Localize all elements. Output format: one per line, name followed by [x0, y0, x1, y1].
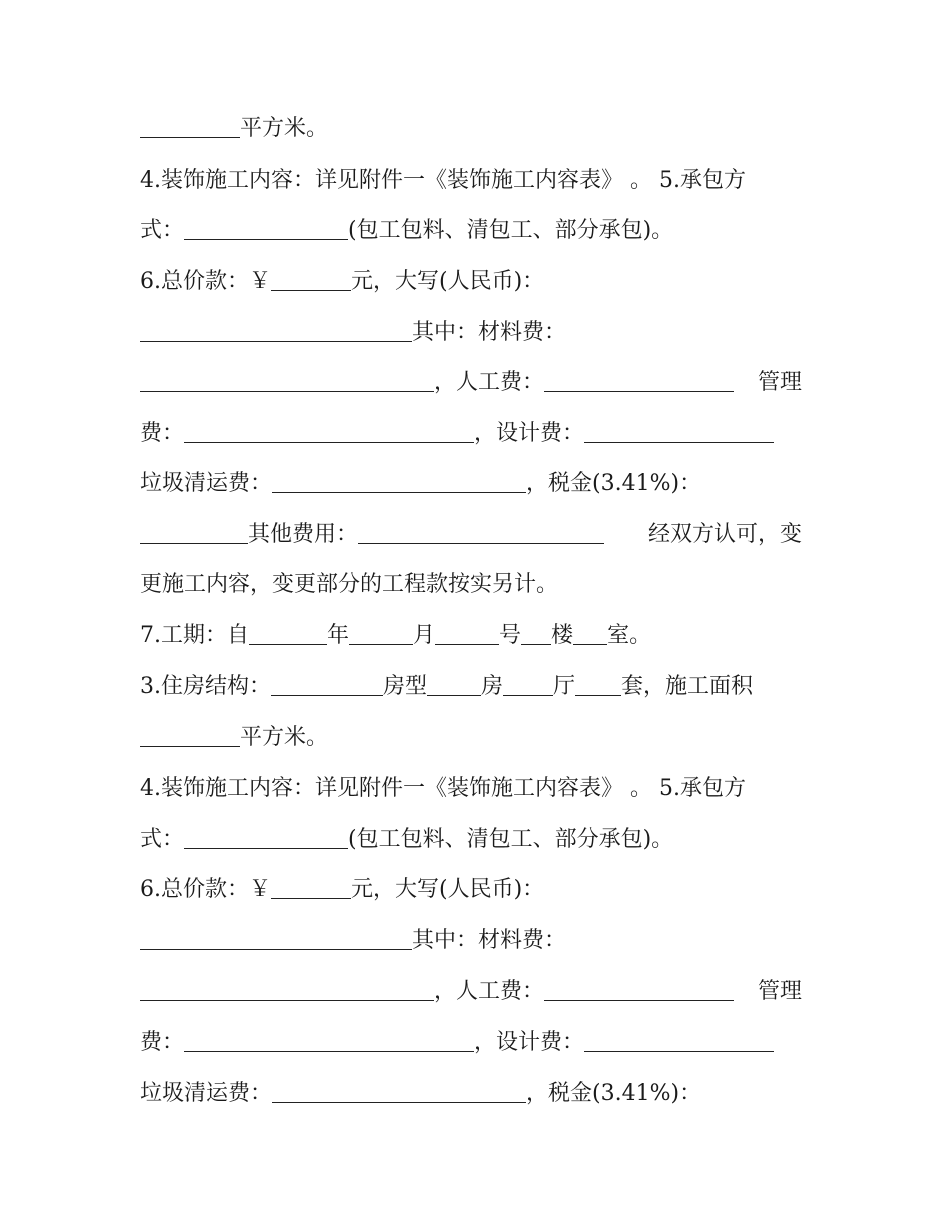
text-segment: 其他费用： [248, 522, 359, 547]
fill-in-blank[interactable] [184, 1029, 474, 1052]
text-segment: 费： [140, 1030, 185, 1055]
text-segment: 元，大写(人民币)： [351, 269, 545, 294]
fill-in-blank[interactable] [184, 826, 348, 849]
fill-in-blank[interactable] [358, 521, 604, 544]
text-line [140, 368, 802, 398]
text-segment: 7.工期：自 [140, 623, 249, 648]
text-segment: 其中：材料费： [412, 928, 567, 953]
fill-in-blank[interactable] [249, 622, 327, 645]
fill-in-blank[interactable] [575, 673, 621, 696]
fill-in-blank[interactable] [544, 978, 734, 1001]
text-segment: 楼 [551, 623, 574, 648]
text-line [140, 318, 802, 348]
text-segment: 厅 [553, 674, 576, 699]
text-line [140, 1079, 802, 1109]
fill-in-blank[interactable] [435, 622, 499, 645]
text-segment: 垃圾清运费： [140, 471, 273, 496]
text-segment: 其中：材料费： [412, 320, 567, 345]
fill-in-blank[interactable] [140, 521, 248, 544]
fill-in-blank[interactable] [272, 470, 526, 493]
text-line [140, 570, 802, 600]
text-line [140, 469, 802, 499]
text-segment: 年 [327, 623, 350, 648]
text-segment: 套，施工面积 [621, 674, 754, 699]
fill-in-blank[interactable] [140, 927, 412, 950]
text-segment: 管理 [757, 370, 802, 395]
fill-in-blank[interactable] [271, 673, 383, 696]
text-line [140, 875, 802, 905]
text-segment: ，设计费： [474, 1030, 585, 1055]
text-segment: (包工包料、清包工、部分承包)。 [348, 218, 674, 243]
text-segment: 室。 [607, 623, 652, 648]
text-line [140, 621, 802, 651]
text-segment: (包工包料、清包工、部分承包)。 [348, 827, 674, 852]
text-line [140, 723, 802, 753]
fill-in-blank[interactable] [140, 319, 412, 342]
text-segment: 4.装饰施工内容：详见附件一《装饰施工内容表》 。 5.承包方 [140, 168, 746, 193]
text-segment: 6.总价款：￥ [140, 877, 271, 902]
text-line [140, 520, 802, 550]
text-segment: ，人工费： [434, 370, 545, 395]
text-line [140, 1028, 802, 1058]
text-line [140, 216, 802, 246]
fill-in-blank[interactable] [349, 622, 413, 645]
text-line [140, 926, 802, 956]
fill-in-blank[interactable] [140, 115, 240, 138]
fill-in-blank[interactable] [584, 420, 774, 443]
text-segment: ，设计费： [474, 421, 585, 446]
fill-in-blank[interactable] [272, 1080, 526, 1103]
text-line [140, 825, 802, 855]
text-segment: 垃圾清运费： [140, 1081, 273, 1106]
text-line [140, 774, 802, 804]
text-segment: 更施工内容，变更部分的工程款按实另计。 [140, 572, 559, 597]
text-segment: 管理 [757, 979, 802, 1004]
fill-in-blank[interactable] [271, 268, 351, 291]
text-segment: 房型 [383, 674, 428, 699]
text-segment: ，税金(3.41%)： [526, 471, 702, 496]
text-segment: 号 [499, 623, 522, 648]
text-segment: 月 [413, 623, 436, 648]
text-segment: 式： [140, 827, 185, 852]
text-segment: ，人工费： [434, 979, 545, 1004]
text-line [140, 114, 802, 144]
text-line [140, 166, 802, 196]
text-segment: 平方米。 [240, 725, 329, 750]
text-segment: ，税金(3.41%)： [526, 1081, 702, 1106]
text-segment: 费： [140, 421, 185, 446]
fill-in-blank[interactable] [544, 369, 734, 392]
text-segment: 房 [481, 674, 504, 699]
fill-in-blank[interactable] [573, 622, 607, 645]
fill-in-blank[interactable] [584, 1029, 774, 1052]
fill-in-blank[interactable] [140, 369, 434, 392]
fill-in-blank[interactable] [427, 673, 481, 696]
text-segment: 3.住房结构： [140, 674, 271, 699]
text-segment: 式： [140, 218, 185, 243]
fill-in-blank[interactable] [184, 217, 348, 240]
text-segment: 6.总价款：￥ [140, 269, 271, 294]
text-segment: 元，大写(人民币)： [351, 877, 545, 902]
fill-in-blank[interactable] [140, 978, 434, 1001]
fill-in-blank[interactable] [271, 876, 351, 899]
text-line [140, 977, 802, 1007]
text-segment: 经双方认可，变 [647, 522, 802, 547]
fill-in-blank[interactable] [503, 673, 553, 696]
text-line [140, 419, 802, 449]
fill-in-blank[interactable] [140, 724, 240, 747]
text-segment: 平方米。 [240, 116, 329, 141]
text-segment: 4.装饰施工内容：详见附件一《装饰施工内容表》 。 5.承包方 [140, 776, 746, 801]
fill-in-blank[interactable] [184, 420, 474, 443]
text-line [140, 672, 802, 702]
fill-in-blank[interactable] [521, 622, 551, 645]
text-line [140, 267, 802, 297]
